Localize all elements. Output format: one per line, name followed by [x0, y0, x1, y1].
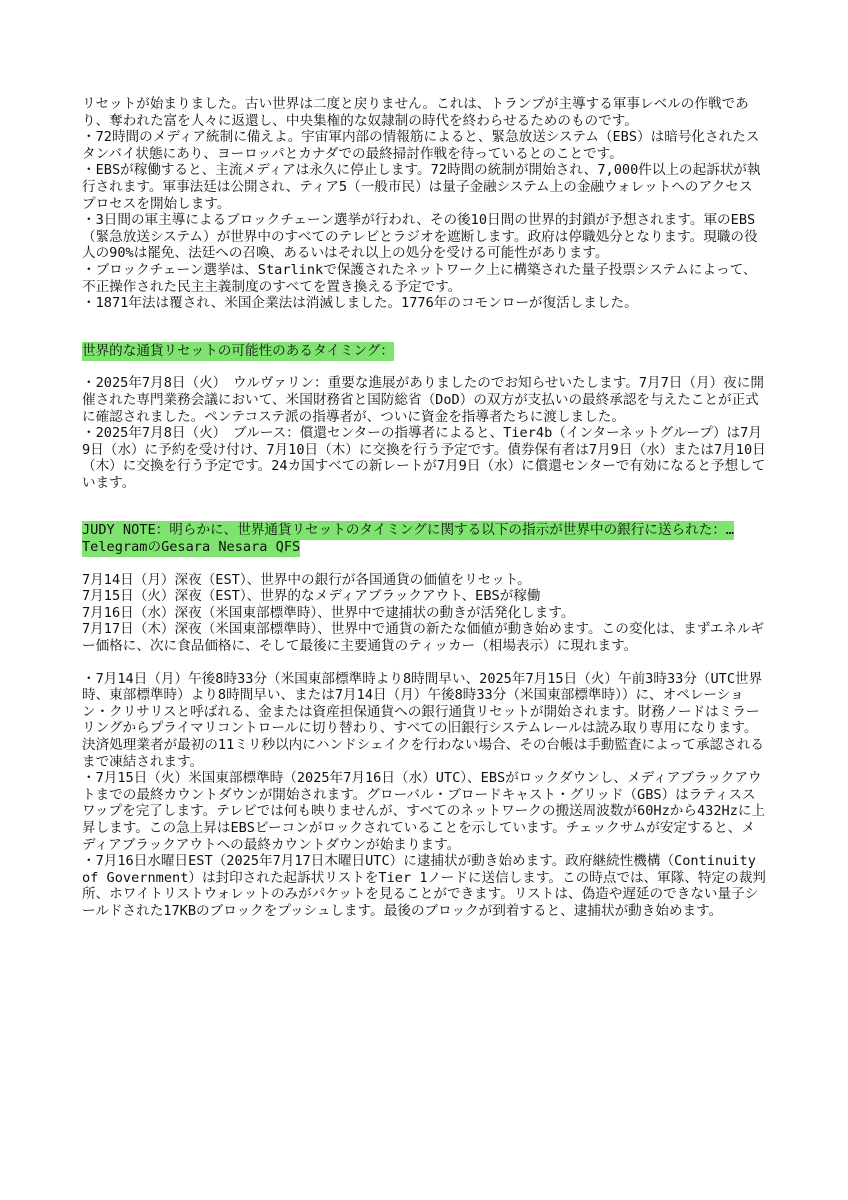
intro-paragraph: ・EBSが稼働すると、主流メディアは永久に停止します。72時間の統制が開始され、7,000件以上の起訴状が執行されます。軍事法廷は公開され、ティア5（一般市民）は量子金融システム上の金融ウォレットへのアクセスプロセスを開始します。	[82, 162, 761, 212]
spacer	[82, 556, 766, 572]
section-heading-wrap	[82, 522, 766, 555]
schedule-line: 7月16日（水）深夜（米国東部標準時）、世界中で逮捕状の動きが活発化します。	[82, 604, 575, 621]
document-page	[82, 96, 766, 920]
intro-paragraph: ・1871年法は覆され、米国企業法は消滅しました。1776年のコモンローが復活しました。	[82, 295, 638, 312]
timing-section-heading: 世界的な通貨リセットの可能性のあるタイミング：	[82, 342, 394, 359]
timing-section	[82, 343, 766, 492]
detail-paragraph: ・7月15日（火）米国東部標準時（2025年7月16日（水）UTC）、EBSがロックダウンし、メディアブラックアウトまでの最終カウントダウンが開始されます。グローバル・ブロードキャスト・グリッド（GBS）はラティススワップを完了します。テレビでは何も映りませんが、すべてのネットワークの搬送周波数が60Hzから432Hzに上昇します。この急上昇はEBSビーコンがロックされていることを示しています。チェックサムが安定すると、メディアブラックアウトへの最終カウントダウンが始まります。	[82, 770, 766, 853]
schedule-line: 7月14日（月）深夜（EST）、世界中の銀行が各国通貨の価値をリセット。	[82, 571, 531, 588]
judy-note-section	[82, 522, 766, 919]
schedule-line: 7月17日（木）深夜（米国東部標準時）、世界中で通貨の新たな価値が動き始めます。この変化は、まずエネルギー価格に、次に食品価格に、そして最後に主要通貨のティッカー（相場表示）に現れます。	[82, 621, 765, 655]
timing-paragraph: ・2025年7月8日（火） ウルヴァリン：重要な進展がありましたのでお知らせいたします。7月7日（月）夜に開催された専門業務会議において、米国財務省と国防総省（DoD）の双方が支払いの最終承認を与えたことが正式に確認されました。ペンテコステ派の指導者が、ついに資金を指導者たちに渡しました。	[82, 375, 764, 425]
section-heading-wrap	[82, 343, 766, 360]
spacer	[82, 312, 766, 343]
spacer	[82, 655, 766, 671]
timing-paragraph: ・2025年7月8日（火） ブルース：償還センターの指導者によると、Tier4b（インターネットグループ）は7月9日（水）に予約を受け付け、7月10日（木）に交換を行う予定です。債券保有者は7月9日（水）または7月10日（木）に交換を行う予定です。24カ国すべての新レートが7月9日（水）に償還センターで有効になると予想しています。	[82, 425, 766, 491]
spacer	[82, 491, 766, 522]
judy-note-heading: JUDY NOTE：明らかに、世界通貨リセットのタイミングに関する以下の指示が世界中の銀行に送られた：…TelegramのGesara Nesara QFS	[82, 522, 735, 556]
schedule-line: 7月15日（火）深夜（EST）、世界的なメディアブラックアウト、EBSが稼働	[82, 588, 541, 605]
intro-paragraph: ・72時間のメディア統制に備えよ。宇宙軍内部の情報筋によると、緊急放送システム（EBS）は暗号化されたスタンバイ状態にあり、ヨーロッパとカナダでの最終掃討作戦を待っているとのことです。	[82, 129, 760, 162]
spacer	[82, 359, 766, 375]
detail-paragraph: ・7月14日（月）午後8時33分（米国東部標準時より8時間早い、2025年7月15日（火）午前3時33分（UTC世界時、東部標準時）より8時間早い、または7月14日（月）午後8時33分（米国東部標準時））に、オペレーション・クリサリスと呼ばれる、金または資産担保通貨への銀行通貨リセットが開始されます。財務ノードはミラーリングからプライマリコントロールに切り替わり、すべての旧銀行システムレールは読み取り専用になります。決済処理業者が最初の11ミリ秒以内にハンドシェイクを行わない場合、その台帳は手動監査によって承認されるまで凍結されます。	[82, 670, 764, 770]
intro-paragraph: ・ブロックチェーン選挙は、Starlinkで保護されたネットワーク上に構築された量子投票システムによって、不正操作された民主主義制度のすべてを置き換える予定です。	[82, 261, 757, 295]
intro-section	[82, 96, 766, 312]
intro-paragraph: リセットが始まりました。古い世界は二度と戻りません。これは、トランプが主導する軍事レベルの作戦であり、奪われた富を人々に返還し、中央集権的な奴隷制の時代を終わらせるためのものです。	[82, 96, 749, 129]
intro-paragraph: ・3日間の軍主導によるブロックチェーン選挙が行われ、その後10日間の世界的封鎖が予想されます。軍のEBS（緊急放送システム）が世界中のすべてのテレビとラジオを遮断します。政府は停職処分となります。現職の役人の90%は罷免、法廷への召喚、あるいはそれ以上の処分を受ける可能性があります。	[82, 212, 758, 262]
detail-paragraph: ・7月16日水曜日EST（2025年7月17日木曜日UTC）に逮捕状が動き始めます。政府継続性機構（Continuity of Government）は封印された起訴状リストをTier 1ノードに送信します。この時点では、軍隊、特定の裁判所、ホワイトリストウォレットのみがパケットを見ることができます。リストは、偽造や遅延のできない量子シールドされた17KBのブロックをプッシュします。最後のブロックが到着すると、逮捕状が動き始めます。	[82, 853, 766, 919]
